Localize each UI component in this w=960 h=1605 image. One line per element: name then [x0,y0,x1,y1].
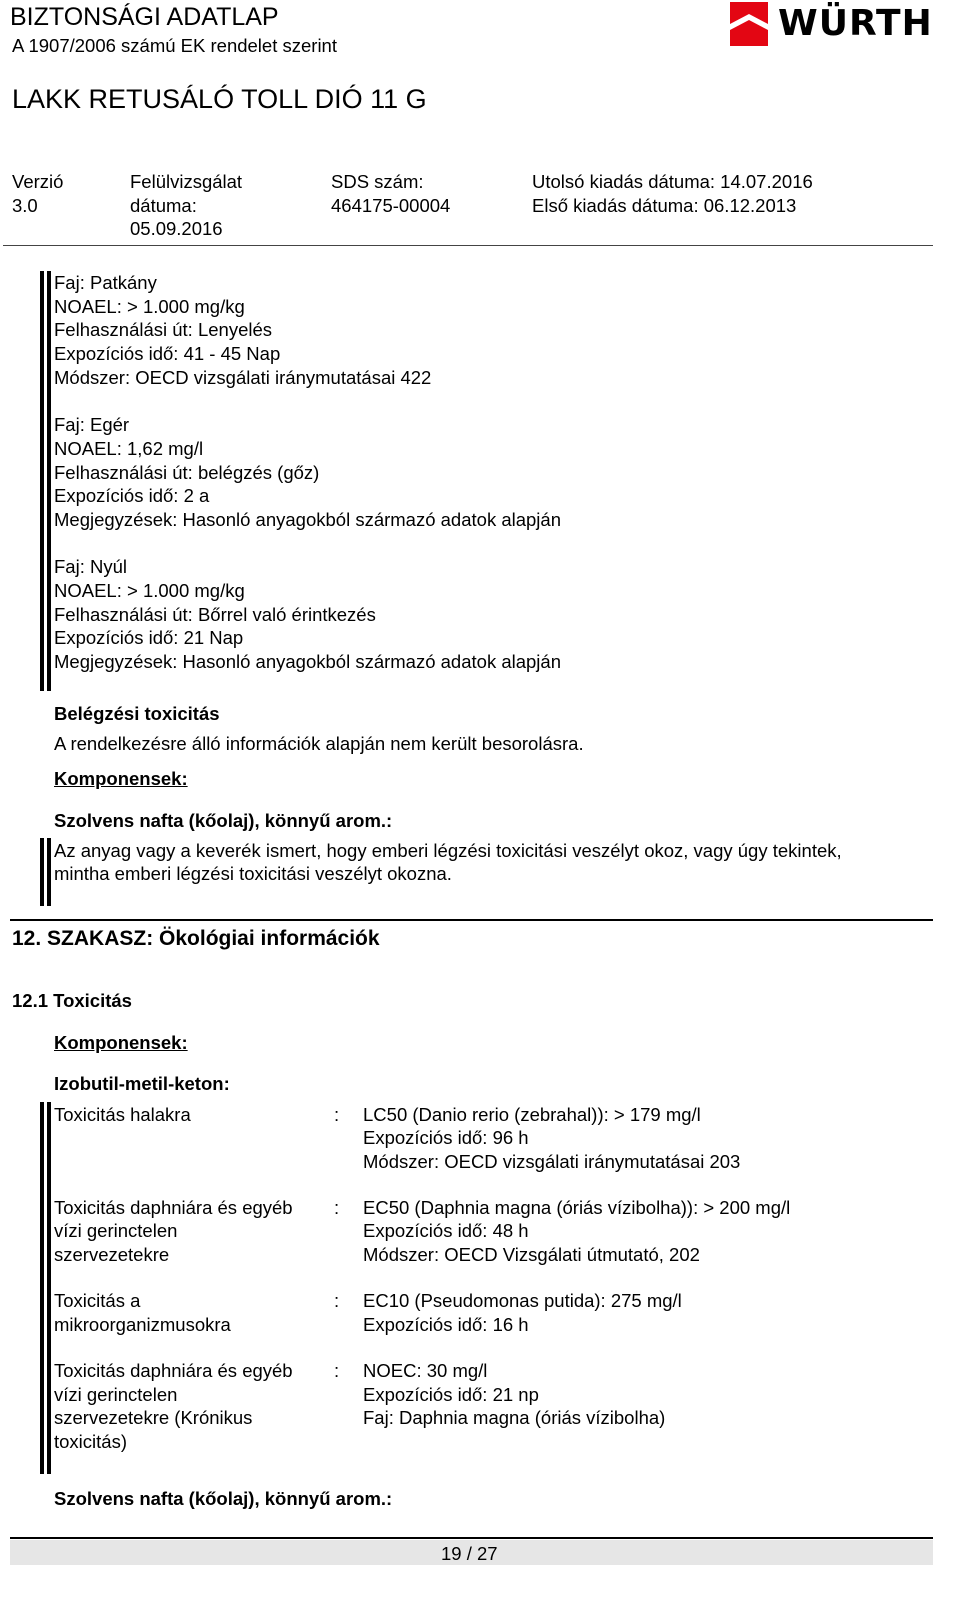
row-label-line: szervezetekre (Krónikus [54,1407,253,1428]
row-value-line: Expozíciós idő: 21 np [363,1384,539,1405]
section-divider [10,919,933,921]
change-bar [40,838,44,906]
text-line: Faj: Egér [54,414,130,436]
species-noael-block [54,271,561,674]
components-label: Komponensek: [54,1032,188,1053]
text-line: Felhasználási út: belégzés (gőz) [54,461,320,483]
text-line: NOAEL: > 1.000 mg/kg [54,579,245,601]
document-type-title: BIZTONSÁGI ADATLAP [10,3,279,31]
row-label-line: Toxicitás daphniára és egyéb [54,1360,293,1381]
text-line: Felhasználási út: Lenyelés [54,319,273,341]
row-value-line: NOEC: 30 mg/l [363,1360,488,1381]
row-value-line: Expozíciós idő: 96 h [363,1127,529,1148]
text-line: Expozíciós idő: 41 - 45 Nap [54,343,281,365]
text-line: Felhasználási út: Bőrrel való érintkezés [54,603,376,625]
text-line [54,532,561,556]
version-value: 3.0 [12,195,38,216]
text-line: Megjegyzések: Hasonló anyagokból származó adatok alapján [54,508,561,530]
change-bar [40,1102,44,1474]
row-value-line: EC50 (Daphnia magna (óriás vízibolha)): > 200 mg/l [363,1197,791,1218]
inhalation-toxicity-text: A rendelkezésre álló információk alapján nem került besorolásra. [54,733,584,754]
row-separator: : [334,1360,340,1381]
wurth-logo-text: WÜRTH [778,3,933,44]
text-line: NOAEL: 1,62 mg/l [54,437,204,459]
revision-value: 05.09.2016 [130,218,223,239]
change-bar [47,271,51,691]
row-value-line: EC10 (Pseudomonas putida): 275 mg/l [363,1290,682,1311]
row-value-line: Expozíciós idő: 48 h [363,1220,529,1241]
row-label-line: szervezetekre [54,1244,170,1265]
row-label-line: Toxicitás halakra [54,1104,191,1125]
change-bar [47,1102,51,1474]
last-issue-date: Utolsó kiadás dátuma: 14.07.2016 [532,171,813,192]
header-divider [3,245,933,246]
row-value-line: Expozíciós idő: 16 h [363,1314,529,1335]
subsection-12-1-title: 12.1 Toxicitás [12,990,132,1011]
substance-name: Izobutil-metil-keton: [54,1073,230,1094]
row-value-line: Módszer: OECD Vizsgálati útmutató, 202 [363,1244,700,1265]
wurth-logo-mark [728,2,770,46]
row-separator: : [334,1104,340,1125]
components-label: Komponensek: [54,768,188,789]
section-12-title: 12. SZAKASZ: Ökológiai információk [12,927,380,950]
substance-name: Szolvens nafta (kőolaj), könnyű arom.: [54,1488,393,1509]
aspiration-note-line: Az anyag vagy a keverék ismert, hogy emberi légzési toxicitási veszélyt okoz, vagy úgy tekintek, [54,840,842,861]
revision-label-2: dátuma: [130,195,197,216]
row-value-line: Módszer: OECD vizsgálati iránymutatásai 203 [363,1151,741,1172]
inhalation-toxicity-heading: Belégzési toxicitás [54,703,220,724]
wurth-logo [728,2,938,47]
row-label-line: vízi gerinctelen [54,1220,178,1241]
product-name: LAKK RETUSÁLÓ TOLL DIÓ 11 G [12,84,427,114]
version-label: Verzió [12,171,64,192]
page-number: 19 / 27 [441,1543,498,1564]
sds-label: SDS szám: [331,171,424,192]
text-line: Megjegyzések: Hasonló anyagokból származó adatok alapján [54,651,561,672]
substance-name: Szolvens nafta (kőolaj), könnyű arom.: [54,810,393,831]
text-line: Módszer: OECD vizsgálati iránymutatásai 422 [54,366,432,388]
row-label-line: Toxicitás daphniára és egyéb [54,1197,293,1218]
text-line: Expozíciós idő: 2 a [54,485,210,507]
text-line: Faj: Nyúl [54,556,127,578]
text-line: Faj: Patkány [54,272,157,293]
row-separator: : [334,1197,340,1218]
regulation-subtitle: A 1907/2006 számú EK rendelet szerint [12,35,337,56]
aspiration-note-line: mintha emberi légzési toxicitási veszélyt okozna. [54,863,452,884]
text-line: NOAEL: > 1.000 mg/kg [54,295,245,317]
footer-divider [10,1537,933,1539]
row-label-line: mikroorganizmusokra [54,1314,231,1335]
row-label-line: vízi gerinctelen [54,1384,178,1405]
change-bar [47,838,51,906]
revision-label-1: Felülvizsgálat [130,171,243,192]
sds-value: 464175-00004 [331,195,451,216]
row-value-line: LC50 (Danio rerio (zebrahal)): > 179 mg/l [363,1104,701,1125]
first-issue-date: Első kiadás dátuma: 06.12.2013 [532,195,797,216]
row-value-line: Faj: Daphnia magna (óriás vízibolha) [363,1407,666,1428]
text-line: Expozíciós idő: 21 Nap [54,627,244,649]
change-bar [40,271,44,691]
row-label-line: Toxicitás a [54,1290,141,1311]
row-label-line: toxicitás) [54,1431,127,1452]
text-line [54,389,561,413]
row-separator: : [334,1290,340,1311]
